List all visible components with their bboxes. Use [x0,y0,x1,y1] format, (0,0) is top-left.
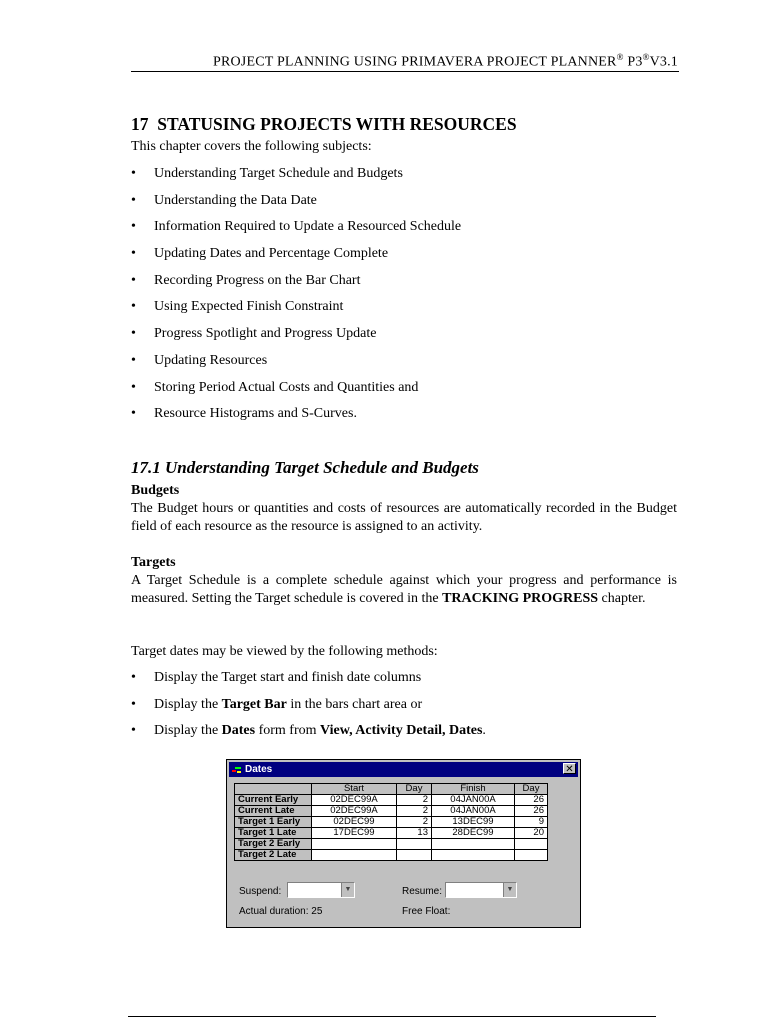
bullet-icon: • [131,670,136,685]
day-cell[interactable] [397,850,432,861]
finish-cell[interactable]: 04JAN00A [432,795,515,806]
finish-cell[interactable] [432,850,515,861]
table-row[interactable] [235,817,548,828]
start-cell[interactable]: 02DEC99A [312,795,397,806]
header-reg-mark-1: ® [616,52,624,62]
resume-label: Resume: [402,886,443,897]
start-cell[interactable]: 02DEC99 [312,817,397,828]
table-row[interactable] [235,795,548,806]
list-item [131,218,461,245]
method-bold: View, Activity Detail, Dates [320,723,483,739]
close-button[interactable]: ✕ [563,763,576,774]
table-row[interactable] [235,806,548,817]
bullet-icon: • [131,379,136,395]
list-item-text: Updating Dates and Percentage Complete [154,246,389,262]
list-item-text: Storing Period Actual Costs and Quantities and [154,379,419,395]
list-item-text: Using Expected Finish Constraint [154,299,344,315]
day-cell[interactable] [397,839,432,850]
chevron-down-icon[interactable]: ▼ [503,883,516,897]
app-icon [232,765,242,774]
list-item [131,696,486,723]
day-cell[interactable]: 13 [397,828,432,839]
list-item [131,405,461,432]
suspend-dropdown[interactable] [287,882,355,898]
list-item-text: Recording Progress on the Bar Chart [154,272,361,288]
start-cell[interactable]: 02DEC99A [312,806,397,817]
list-item [131,245,461,272]
method-text: Display the Target start and finish date columns [154,670,422,685]
targets-text: A Target Schedule is a complete schedule against which your progress and performance is measured. Setting the Target schedule is covered in the [131,573,677,606]
day-cell[interactable]: 9 [515,817,548,828]
table-row[interactable] [235,828,548,839]
row-label: Target 2 Late [235,850,312,861]
method-bold: Dates [221,723,256,739]
list-item-text: Resource Histograms and S-Curves. [154,406,357,422]
row-label: Target 2 Early [235,839,312,850]
bullet-icon: • [131,192,136,208]
list-item [131,192,461,219]
targets-paragraph [131,572,677,608]
chapter-intro: This chapter covers the following subjects: [131,139,372,154]
bullet-icon: • [131,219,136,235]
day-cell[interactable]: 2 [397,806,432,817]
dates-dialog [226,759,581,928]
method-bold: Target Bar [221,696,287,712]
method-text: Display the [154,696,222,712]
list-item-text: Information Required to Update a Resourced Schedule [154,219,462,235]
table-row[interactable] [235,839,548,850]
bullet-icon: • [131,406,136,422]
targets-heading: Targets [131,555,176,570]
row-label: Current Early [235,795,312,806]
dialog-title: Dates [245,764,273,775]
header-rule [131,71,679,72]
section-title: 17.1 Understanding Target Schedule and Budgets [131,458,479,477]
column-header: Day [515,784,548,795]
column-header: Start [312,784,397,795]
day-cell[interactable]: 2 [397,817,432,828]
finish-cell[interactable]: 04JAN00A [432,806,515,817]
finish-cell[interactable]: 28DEC99 [432,828,515,839]
bullet-icon: • [131,246,136,262]
method-text: Display the [154,723,222,739]
day-cell[interactable]: 26 [515,795,548,806]
table-row[interactable] [235,850,548,861]
method-text: form from [255,723,321,739]
list-item [131,722,486,749]
actual-duration-text: Actual duration: [239,906,309,917]
bullet-icon: • [131,696,136,712]
list-item [131,669,486,696]
row-label: Target 1 Late [235,828,312,839]
list-item-text: Understanding Target Schedule and Budgets [154,166,403,181]
method-text: in the bars chart area or [286,696,423,712]
list-item [131,352,461,379]
list-item-text: Understanding the Data Date [154,192,317,208]
header-title: PROJECT PLANNING USING PRIMAVERA PROJECT PLANNER [212,54,617,70]
running-header [131,52,678,71]
bullet-icon: • [131,326,136,342]
methods-intro: Target dates may be viewed by the following methods: [131,644,438,659]
day-cell[interactable]: 26 [515,806,548,817]
bullet-icon: • [131,166,136,181]
free-float-label: Free Float: [402,906,451,917]
dates-table [234,783,548,861]
bullet-icon: • [131,272,136,288]
method-text: . [482,723,486,739]
list-item [131,325,461,352]
bullet-icon: • [131,299,136,315]
header-p3: P3 [623,54,643,70]
bullet-icon: • [131,352,136,368]
suspend-label: Suspend: [239,886,282,897]
resume-dropdown[interactable] [445,882,517,898]
day-cell[interactable]: 2 [397,795,432,806]
day-cell[interactable] [515,850,548,861]
list-item-text: Progress Spotlight and Progress Update [154,326,377,342]
dialog-titlebar [229,762,578,777]
column-header [235,784,312,795]
table-header-row [235,784,548,795]
methods-list [131,669,486,749]
actual-duration-label [239,906,322,917]
row-label: Target 1 Early [235,817,312,828]
start-cell[interactable]: 17DEC99 [312,828,397,839]
row-label: Current Late [235,806,312,817]
start-cell[interactable] [312,850,397,861]
list-item [131,272,461,299]
chevron-down-icon[interactable]: ▼ [341,883,354,897]
finish-cell[interactable]: 13DEC99 [432,817,515,828]
footer-rule [128,1016,656,1017]
day-cell[interactable]: 20 [515,828,548,839]
list-item [131,298,461,325]
start-cell[interactable] [312,839,397,850]
header-reg-mark-2: ® [642,52,650,62]
finish-cell[interactable] [432,839,515,850]
subject-list [131,165,461,432]
actual-duration-value: 25 [311,906,323,917]
header-version: V3.1 [649,54,678,70]
list-item [131,379,461,406]
tracking-progress-ref: TRACKING PROGRESS [442,591,599,606]
budgets-paragraph: The Budget hours or quantities and costs of resources are automatically recorded in the Budget field of each resource as the resource is assigned to an activity. [131,501,677,534]
list-item [131,165,461,192]
targets-text-end: chapter. [598,591,646,606]
budgets-heading: Budgets [131,483,180,498]
chapter-title: 17 STATUSING PROJECTS WITH RESOURCES [131,114,517,134]
column-header: Finish [432,784,515,795]
day-cell[interactable] [515,839,548,850]
bullet-icon: • [131,723,136,739]
column-header: Day [397,784,432,795]
list-item-text: Updating Resources [154,352,268,368]
